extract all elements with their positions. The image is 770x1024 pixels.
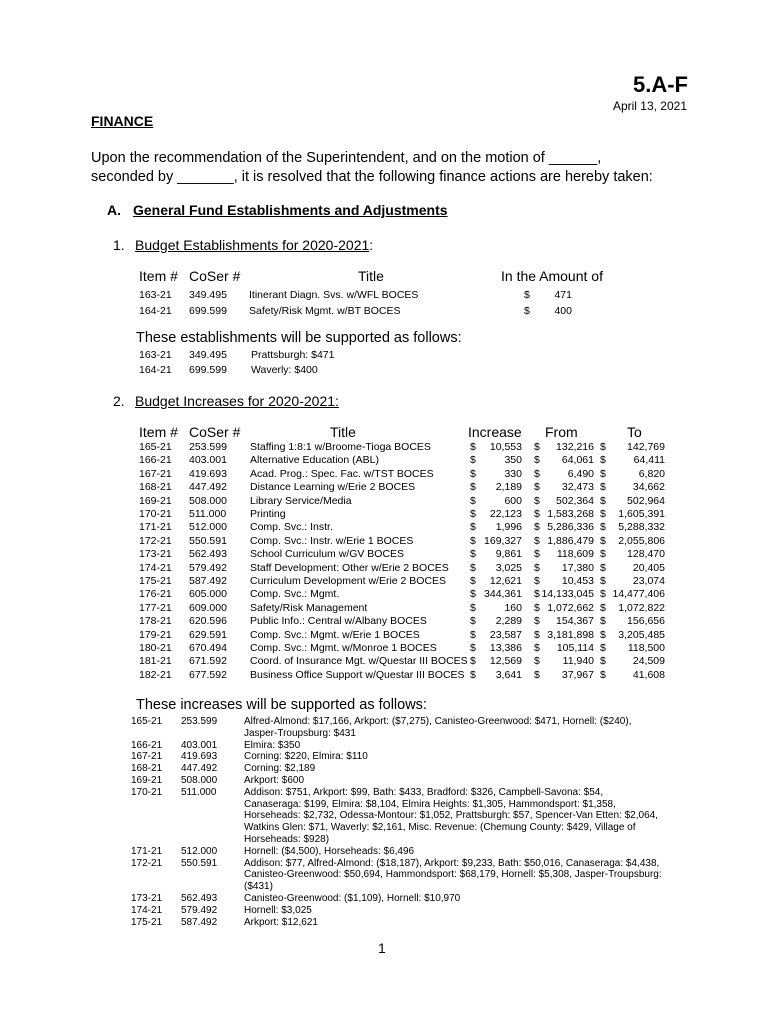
row-to-currency: $: [600, 454, 606, 467]
row-title: Staffing 1:8:1 w/Broome-Tioga BOCES: [250, 441, 431, 453]
support-coser-number: 579.492: [181, 904, 218, 916]
sub-number: 1.: [113, 237, 125, 253]
row-increase: 13,386: [489, 642, 522, 654]
row-from: 17,380: [561, 561, 594, 574]
support-text: Arkport: $600: [244, 775, 305, 786]
row-increase: 1,996: [495, 521, 522, 534]
row-title: Comp. Svc.: Mgmt. w/Erie 1 BOCES: [250, 628, 420, 641]
row-title: Printing: [250, 508, 286, 520]
column-header-amount: In the Amount of: [501, 268, 603, 284]
row-to-currency: $: [600, 668, 606, 681]
row-coser-number: 349.495: [189, 289, 227, 301]
intro-line: seconded by _______, it is resolved that the following finance actions are hereby taken:: [91, 169, 653, 185]
support-coser-number: 587.492: [181, 916, 218, 928]
section-title: FINANCE: [91, 113, 154, 129]
row-to: 20,405: [632, 561, 665, 574]
row-title: School Curriculum w/GV BOCES: [250, 548, 405, 561]
support-text: Canisteo-Greenwood: $50,694, Hammondsport: $68,179, Hornell: $5,308, Jasper-Troupsburg:: [244, 869, 662, 881]
row-item-number: 177-21: [139, 601, 172, 614]
support-coser-number: 508.000: [181, 775, 218, 786]
support-text: ($431): [244, 881, 273, 893]
row-from-currency: $: [534, 494, 540, 507]
row-item-number: 169-21: [139, 494, 172, 507]
row-title: Safety/Risk Management: [250, 601, 368, 614]
row-to-currency: $: [600, 441, 606, 453]
row-coser-number: 579.492: [189, 561, 227, 574]
support-text: Corning: $2,189: [244, 763, 316, 775]
row-from-currency: $: [534, 508, 540, 520]
row-increase-currency: $: [470, 521, 476, 534]
row-from-currency: $: [534, 615, 540, 628]
row-increase: 2,189: [495, 481, 522, 494]
row-increase-currency: $: [470, 534, 476, 547]
row-to-currency: $: [600, 655, 606, 668]
support-text: Watkins Glen: $71, Waverly: $2,161, Misc. Revenue: (Chemung County: $429, Village of: [244, 822, 636, 834]
row-from-currency: $: [534, 521, 540, 534]
row-increase-currency: $: [470, 494, 476, 507]
support-text: Alfred-Almond: $17,166, Arkport: ($7,275), Canisteo-Greenwood: $471, Hornell: ($240),: [244, 716, 632, 727]
sub-title: Budget Establishments for 2020-2021: [135, 237, 370, 253]
row-item-number: 171-21: [139, 521, 172, 534]
row-increase-currency: $: [470, 454, 476, 467]
support-item-number: 164-21: [139, 364, 172, 376]
row-increase: 9,861: [495, 548, 522, 561]
column-header-title: Title: [358, 268, 384, 284]
support-text: Arkport: $12,621: [244, 916, 318, 928]
column-header-coser: CoSer #: [189, 268, 241, 284]
row-coser-number: 670.494: [189, 642, 227, 654]
row-from: 1,886,479: [547, 534, 594, 547]
support-text: Canaseraga: $199, Elmira: $8,104, Elmira Heights: $1,305, Hammondsport: $1,358,: [244, 798, 616, 810]
row-to: 142,769: [627, 441, 665, 453]
row-to-currency: $: [600, 561, 606, 574]
row-from: 14,133,045: [541, 588, 594, 601]
row-from: 11,940: [562, 655, 594, 668]
row-coser-number: 550.591: [189, 534, 227, 547]
row-increase-currency: $: [470, 615, 476, 628]
support-item-number: 170-21: [131, 786, 163, 798]
column-header-title: Title: [330, 424, 356, 440]
sub-title: Budget Increases for 2020-2021:: [135, 393, 339, 409]
row-increase-currency: $: [470, 575, 476, 587]
row-increase: 22,123: [489, 508, 522, 520]
row-increase-currency: $: [470, 548, 476, 561]
row-from: 154,367: [556, 615, 594, 628]
row-title: Comp. Svc.: Instr.: [250, 521, 333, 534]
sub1-heading: [113, 237, 373, 253]
row-from-currency: $: [534, 441, 540, 453]
row-title: Distance Learning w/Erie 2 BOCES: [250, 481, 416, 494]
row-item-number: 181-21: [139, 655, 172, 668]
row-title: Comp. Svc.: Mgmt. w/Monroe 1 BOCES: [250, 642, 437, 654]
row-item-number: 170-21: [139, 508, 172, 520]
row-to: 3,205,485: [618, 628, 665, 641]
row-increase-currency: $: [470, 481, 476, 494]
row-coser-number: 512.000: [189, 521, 227, 534]
row-amount: 400: [554, 305, 572, 317]
row-item-number: 168-21: [139, 481, 172, 494]
column-header-from: From: [545, 424, 578, 440]
support-item-number: 169-21: [131, 775, 163, 786]
row-to-currency: $: [600, 601, 606, 614]
row-from: 32,473: [561, 481, 594, 494]
support-text: Canisteo-Greenwood: ($1,109), Hornell: $10,970: [244, 893, 461, 904]
row-from: 118,609: [556, 548, 594, 561]
row-coser-number: 253.599: [189, 441, 227, 453]
row-item-number: 164-21: [139, 305, 172, 317]
row-coser-number: 699.599: [189, 305, 227, 317]
row-item-number: 166-21: [139, 454, 172, 467]
row-item-number: 180-21: [139, 642, 172, 654]
row-to-currency: $: [600, 588, 606, 601]
row-item-number: 174-21: [139, 561, 172, 574]
row-increase: 12,569: [489, 655, 522, 668]
row-to: 128,470: [627, 548, 665, 561]
part-title: General Fund Establishments and Adjustments: [133, 202, 448, 218]
row-from-currency: $: [534, 534, 540, 547]
support-item-number: 167-21: [131, 751, 163, 763]
row-to: 24,509: [632, 655, 665, 668]
support-item-number: 166-21: [131, 739, 163, 751]
item-number: 5.A-F: [633, 72, 688, 97]
row-from-currency: $: [534, 575, 540, 587]
row-to: 2,055,806: [618, 534, 665, 547]
row-title: Curriculum Development w/Erie 2 BOCES: [250, 575, 447, 587]
column-header-to: To: [627, 424, 642, 440]
row-coser-number: 629.591: [189, 628, 227, 641]
row-item-number: 178-21: [139, 615, 172, 628]
row-increase: 169,327: [484, 534, 522, 547]
row-increase-currency: $: [470, 441, 476, 453]
support-item-number: 165-21: [131, 716, 163, 727]
row-to: 1,072,822: [618, 601, 665, 614]
support-coser-number: 447.492: [181, 763, 218, 775]
support-item-number: 163-21: [139, 349, 172, 361]
row-from-currency: $: [534, 628, 540, 641]
row-to-currency: $: [600, 628, 606, 641]
support-coser-number: 550.591: [181, 857, 218, 869]
row-increase-currency: $: [470, 561, 476, 574]
row-amount: 471: [554, 289, 572, 301]
support-coser-number: 349.495: [189, 349, 227, 361]
support-item-number: 171-21: [131, 845, 163, 857]
row-coser-number: 403.001: [189, 454, 227, 467]
row-increase: 23,587: [489, 628, 522, 641]
support-coser-number: 419.693: [181, 751, 218, 763]
support-text: Corning: $220, Elmira: $110: [244, 751, 368, 763]
row-from: 502,364: [556, 494, 594, 507]
row-from: 5,286,336: [547, 521, 594, 534]
row-increase-currency: $: [470, 655, 476, 668]
row-to: 1,605,391: [618, 508, 665, 520]
row-from: 37,967: [561, 668, 594, 681]
row-from-currency: $: [534, 642, 540, 654]
support-text: Addison: $751, Arkport: $99, Bath: $433, Bradford: $326, Campbell-Savona: $54,: [244, 786, 604, 798]
support-text: Waverly: $400: [251, 364, 318, 376]
establishments-support-heading: These establishments will be supported as follows:: [136, 330, 462, 346]
row-item-number: 173-21: [139, 548, 172, 561]
row-to-currency: $: [600, 534, 606, 547]
row-increase: 10,553: [489, 441, 522, 453]
row-increase-currency: $: [470, 642, 476, 654]
column-header-increase: Increase: [468, 424, 522, 440]
row-title: Library Service/Media: [250, 494, 352, 507]
row-from: 1,583,268: [547, 508, 594, 520]
intro-paragraph: [91, 149, 653, 187]
row-coser-number: 511.000: [189, 508, 227, 520]
row-increase: 3,641: [495, 668, 522, 681]
row-to-currency: $: [600, 615, 606, 628]
column-header-item: Item #: [139, 268, 178, 284]
row-title: Coord. of Insurance Mgt. w/Questar III BOCES: [250, 655, 468, 668]
row-to: 118,500: [627, 642, 665, 654]
row-increase: 2,289: [495, 615, 522, 628]
row-coser-number: 447.492: [189, 481, 227, 494]
support-text: Horseheads: $2,732, Odessa-Montour: $1,052, Prattsburgh: $57, Spencer-Van Etten: $2,064,: [244, 810, 658, 822]
row-increase: 600: [504, 494, 522, 507]
row-title: Acad. Prog.: Spec. Fac. w/TST BOCES: [250, 467, 434, 480]
support-text: Hornell: ($4,500), Horseheads: $6,496: [244, 845, 415, 857]
row-from: 132,216: [556, 441, 594, 453]
row-from-currency: $: [534, 588, 540, 601]
row-from-currency: $: [534, 655, 540, 668]
row-increase-currency: $: [470, 467, 476, 480]
support-item-number: 168-21: [131, 763, 163, 775]
row-title: Public Info.: Central w/Albany BOCES: [250, 615, 427, 628]
row-to: 64,411: [633, 454, 665, 467]
support-item-number: 174-21: [131, 904, 163, 916]
row-to: 14,477,406: [612, 588, 665, 601]
support-text: Addison: $77, Alfred-Almond: ($18,187), Arkport: $9,233, Bath: $50,016, Canaseraga: $4,438,: [244, 857, 660, 869]
support-text: Prattsburgh: $471: [251, 349, 335, 361]
row-title: Comp. Svc.: Mgmt.: [250, 588, 340, 601]
row-increase-currency: $: [470, 588, 476, 601]
part-letter: A.: [107, 202, 121, 218]
support-coser-number: 512.000: [181, 845, 218, 857]
row-from-currency: $: [534, 601, 540, 614]
support-coser-number: 403.001: [181, 739, 218, 751]
row-item-number: 172-21: [139, 534, 172, 547]
row-coser-number: 508.000: [189, 494, 227, 507]
row-increase: 344,361: [484, 588, 522, 601]
row-title: Alternative Education (ABL): [250, 454, 379, 467]
row-to-currency: $: [600, 481, 606, 494]
row-increase-currency: $: [470, 628, 476, 641]
row-to-currency: $: [600, 467, 606, 480]
increases-support-heading: These increases will be supported as follows:: [136, 697, 427, 713]
support-coser-number: 699.599: [189, 364, 227, 376]
support-coser-number: 562.493: [181, 893, 218, 904]
support-text: Elmira: $350: [244, 739, 301, 751]
row-item-number: 176-21: [139, 588, 172, 601]
row-item-number: 175-21: [139, 575, 172, 587]
row-title: Staff Development: Other w/Erie 2 BOCES: [250, 561, 449, 574]
row-from: 105,114: [556, 642, 594, 654]
row-to: 23,074: [632, 575, 665, 587]
row-to-currency: $: [600, 508, 606, 520]
row-to: 5,288,332: [618, 521, 665, 534]
row-coser-number: 419.693: [189, 467, 227, 480]
row-from: 1,072,662: [547, 601, 594, 614]
column-header-item: Item #: [139, 424, 178, 440]
row-from: 10,453: [561, 575, 594, 587]
row-currency: $: [524, 289, 530, 301]
row-item-number: 167-21: [139, 467, 172, 480]
row-from: 3,181,898: [547, 628, 594, 641]
row-item-number: 165-21: [139, 441, 172, 453]
row-item-number: 182-21: [139, 668, 172, 681]
row-from-currency: $: [534, 668, 540, 681]
row-coser-number: 605.000: [189, 588, 227, 601]
page-number: 1: [378, 940, 386, 956]
intro-line: Upon the recommendation of the Superintendent, and on the motion of ______,: [91, 150, 602, 166]
column-header-coser: CoSer #: [189, 424, 241, 440]
row-to-currency: $: [600, 548, 606, 561]
row-to-currency: $: [600, 575, 606, 587]
row-to: 41,608: [632, 668, 665, 681]
row-from: 64,061: [561, 454, 594, 467]
row-increase-currency: $: [470, 508, 476, 520]
row-from-currency: $: [534, 467, 540, 480]
row-from: 6,490: [567, 467, 594, 480]
row-from-currency: $: [534, 548, 540, 561]
row-title: Business Office Support w/Questar III BOCES: [250, 668, 465, 681]
row-increase: 330: [504, 467, 522, 480]
support-coser-number: 511.000: [181, 786, 217, 798]
row-to: 34,662: [632, 481, 665, 494]
row-from-currency: $: [534, 454, 540, 467]
sub-title-colon: :: [369, 237, 374, 253]
document-date: April 13, 2021: [612, 99, 687, 113]
sub-number: 2.: [113, 393, 125, 409]
row-from-currency: $: [534, 561, 540, 574]
row-currency: $: [524, 305, 530, 317]
row-to: 6,820: [638, 467, 665, 480]
row-to-currency: $: [600, 521, 606, 534]
row-coser-number: 562.493: [189, 548, 227, 561]
row-increase: 350: [504, 454, 522, 467]
row-coser-number: 587.492: [189, 575, 227, 587]
row-coser-number: 609.000: [189, 601, 227, 614]
support-text: Horseheads: $928): [244, 834, 330, 845]
part-a-heading: [107, 202, 448, 218]
row-coser-number: 620.596: [189, 615, 227, 628]
row-title: Comp. Svc.: Instr. w/Erie 1 BOCES: [250, 534, 414, 547]
support-item-number: 173-21: [131, 893, 163, 904]
sub2-heading: [113, 393, 339, 409]
support-text: Hornell: $3,025: [244, 904, 312, 916]
support-item-number: 172-21: [131, 857, 163, 869]
row-increase: 3,025: [495, 561, 522, 574]
support-item-number: 175-21: [131, 916, 163, 928]
row-coser-number: 677.592: [189, 668, 227, 681]
row-to: 502,964: [627, 494, 665, 507]
row-title: Itinerant Diagn. Svs. w/WFL BOCES: [249, 289, 419, 301]
row-increase: 160: [504, 601, 522, 614]
row-increase: 12,621: [489, 575, 522, 587]
row-to-currency: $: [600, 642, 606, 654]
row-increase-currency: $: [470, 668, 476, 681]
row-to: 156,656: [627, 615, 665, 628]
row-item-number: 163-21: [139, 289, 172, 301]
row-increase-currency: $: [470, 601, 476, 614]
support-coser-number: 253.599: [181, 716, 218, 727]
row-item-number: 179-21: [139, 628, 172, 641]
row-title: Safety/Risk Mgmt. w/BT BOCES: [249, 305, 401, 317]
row-from-currency: $: [534, 481, 540, 494]
support-text: Jasper-Troupsburg: $431: [244, 727, 356, 739]
row-coser-number: 671.592: [189, 655, 227, 668]
row-to-currency: $: [600, 494, 606, 507]
